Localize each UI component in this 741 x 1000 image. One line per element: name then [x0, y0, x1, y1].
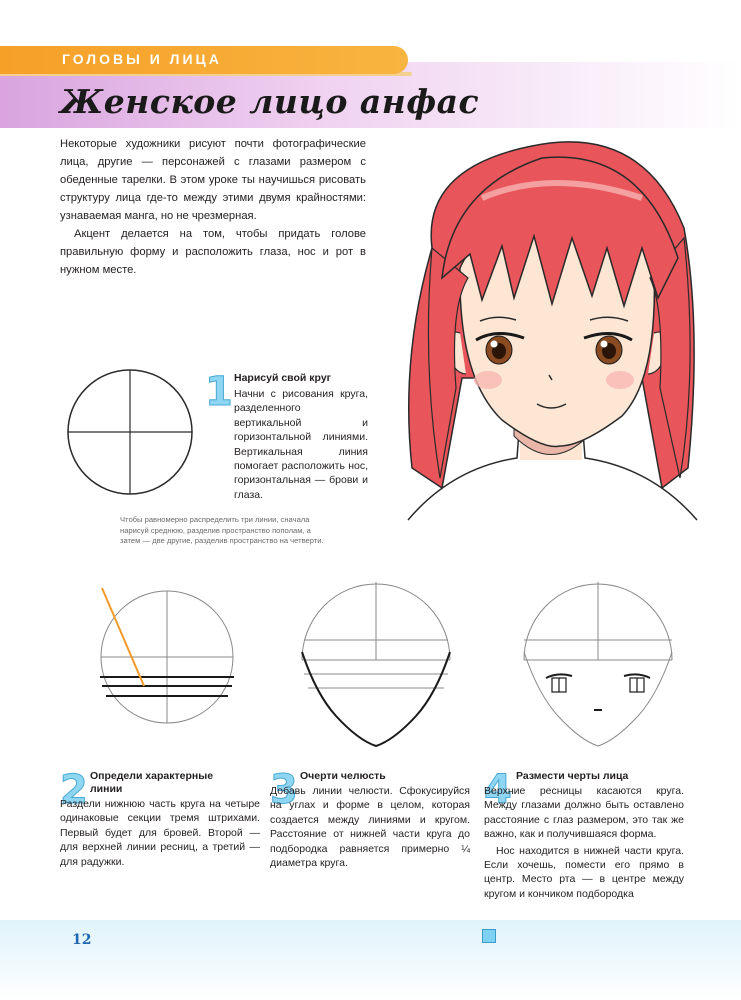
intro-paragraph-1: Некоторые художники рисуют почти фотографические лица, другие — персонажей с глазами размером с обеденные тарелки. В этом уроке ты научишься рисовать структуру лица где-то между этими двумя крайностями: узнаваемая манга, но не чрезмерная.	[60, 138, 366, 222]
step-3-sketch	[296, 576, 456, 756]
step-1-title: Нарисуй свой круг	[234, 372, 332, 384]
step-3-paragraph: Добавь линии челюсти. Сфокусируйся на углах и форме в целом, которая создается между линиями и кругом. Расстояние от нижней части круга до подбородка равняется примерно ¼ диаметра круга.	[270, 785, 470, 870]
finished-face-illustration	[392, 128, 722, 528]
step-1-number: 1	[205, 369, 233, 415]
intro-paragraph-2: Акцент делается на том, чтобы придать голове правильную форму и расположить глаза, нос и рот в нужном месте.	[60, 228, 366, 276]
footer-band	[0, 920, 741, 1000]
step-4-paragraph-2: Нос находится в нижней части круга. Если хочешь, помести его прямо в центр. Место рта — в центре между кругом и кончиком подбородка	[484, 844, 684, 900]
step-4-number: 4	[484, 767, 512, 813]
step-2-text	[60, 797, 260, 869]
step-2-title: Определи характерные линии	[90, 770, 214, 795]
intro-text	[60, 135, 366, 279]
guide-caption: Чтобы равномерно распределить три линии, сначала нарисуй среднюю, разделив пространство пополам, а затем — две другие, разделив пространство на четверти.	[120, 515, 324, 545]
section-label: ГОЛОВЫ И ЛИЦА	[62, 51, 222, 67]
step-2-paragraph: Раздели нижнюю часть круга на четыре одинаковые секции тремя штрихами. Первый будет для бровей. Второй — для верхней линии ресниц, а третий — для радужки.	[60, 798, 260, 868]
step-1-paragraph: Начни с рисования круга, разделенного вертикальной и горизонтальной линиями. Вертикальная линия помогает расположить нос, горизонтальная — брови и глаза.	[234, 388, 368, 501]
step-1-sketch	[60, 366, 200, 498]
square-marker-icon	[482, 929, 496, 943]
step-2-sketch	[92, 582, 242, 732]
step-4-paragraph-1: Верхние ресницы касаются круга. Между глазами должно быть оставлено расстояние с глаз размером, это так же важно, как и получившаяся форма.	[484, 785, 684, 841]
step-3-number: 3	[270, 767, 298, 813]
step-4-title: Размести черты лица	[516, 770, 629, 782]
step-2-number: 2	[60, 767, 88, 813]
step-4-sketch	[518, 576, 678, 756]
left-cheek	[474, 371, 502, 389]
step-4-text	[484, 784, 684, 901]
page-number: 12	[72, 932, 92, 948]
step-3-title: Очерти челюсть	[300, 770, 386, 782]
right-cheek	[606, 371, 634, 389]
step-1-text	[234, 387, 368, 502]
page-title: Женское лицо анфас	[60, 82, 480, 121]
step-3-text	[270, 784, 470, 870]
